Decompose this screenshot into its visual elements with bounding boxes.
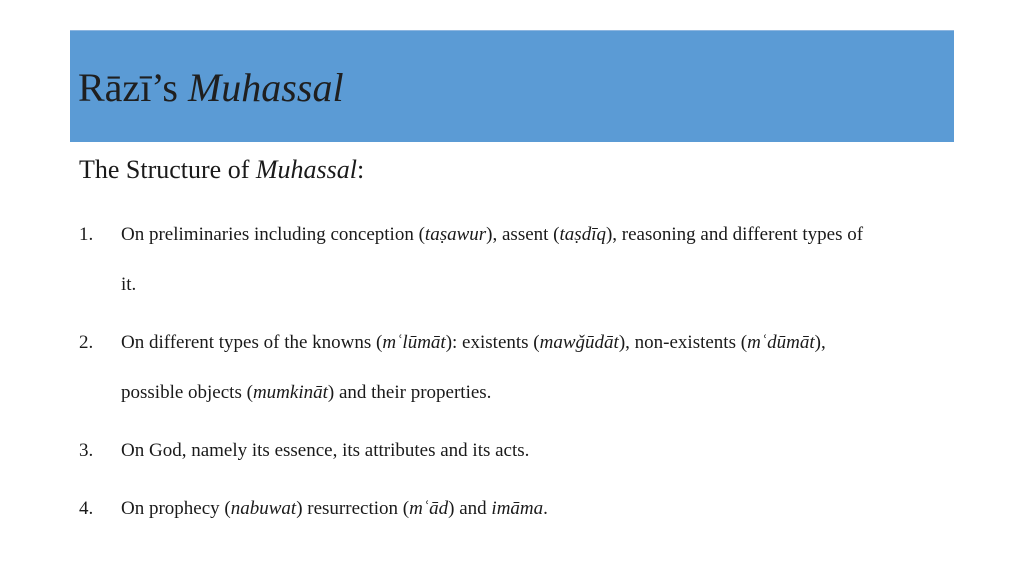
italic-term: mʿlūmāt xyxy=(382,332,446,353)
italic-term: mawǧūdāt xyxy=(539,332,619,353)
list-item-line xyxy=(121,426,959,476)
list-item xyxy=(79,318,959,418)
section-heading-suffix: : xyxy=(357,155,365,184)
text-segment: ) and xyxy=(448,498,492,519)
text-segment: ), reasoning and different types of xyxy=(605,224,864,245)
list-item-line xyxy=(121,484,959,534)
text-segment: . xyxy=(543,498,548,519)
text-segment: ), xyxy=(814,332,826,353)
list-item-line xyxy=(121,210,959,260)
section-heading xyxy=(79,154,364,186)
italic-term: imāma xyxy=(491,498,544,519)
text-segment: it. xyxy=(121,274,137,295)
text-segment: ) and their properties. xyxy=(327,382,492,403)
italic-term: mʿdūmāt xyxy=(747,332,815,353)
title-plain: Rāzī’s xyxy=(78,65,178,110)
text-segment: possible objects ( xyxy=(121,382,253,403)
text-segment: On God, namely its essence, its attributes and its acts. xyxy=(121,440,530,461)
list-item-number: 1. xyxy=(79,224,94,245)
title-bar xyxy=(70,30,954,142)
section-heading-plain: The Structure of xyxy=(79,155,250,184)
list-item-number: 4. xyxy=(79,498,94,519)
text-segment: ): existents ( xyxy=(445,332,540,353)
title-italic: Muhassal xyxy=(187,65,344,110)
italic-term: nabuwat xyxy=(230,498,297,519)
text-segment: On different types of the knowns ( xyxy=(121,332,383,353)
text-segment: ) resurrection ( xyxy=(296,498,410,519)
italic-term: taṣdīq xyxy=(559,224,606,245)
italic-term: mumkināt xyxy=(252,382,328,403)
slide-title xyxy=(78,65,344,111)
italic-term: mʿād xyxy=(409,498,449,519)
list-item xyxy=(79,484,959,534)
text-segment: On prophecy ( xyxy=(121,498,231,519)
list-item-number: 2. xyxy=(79,332,94,353)
structure-list xyxy=(79,210,959,542)
text-segment: ), non-existents ( xyxy=(618,332,748,353)
list-item-number: 3. xyxy=(79,440,94,461)
italic-term: taṣawur xyxy=(424,224,487,245)
list-item xyxy=(79,210,959,310)
text-segment: On preliminaries including conception ( xyxy=(121,224,425,245)
list-item-line xyxy=(121,318,959,368)
section-heading-italic: Muhassal xyxy=(255,155,358,184)
list-item-line xyxy=(121,368,959,418)
list-item-line xyxy=(121,260,959,310)
text-segment: ), assent ( xyxy=(486,224,560,245)
list-item xyxy=(79,426,959,476)
